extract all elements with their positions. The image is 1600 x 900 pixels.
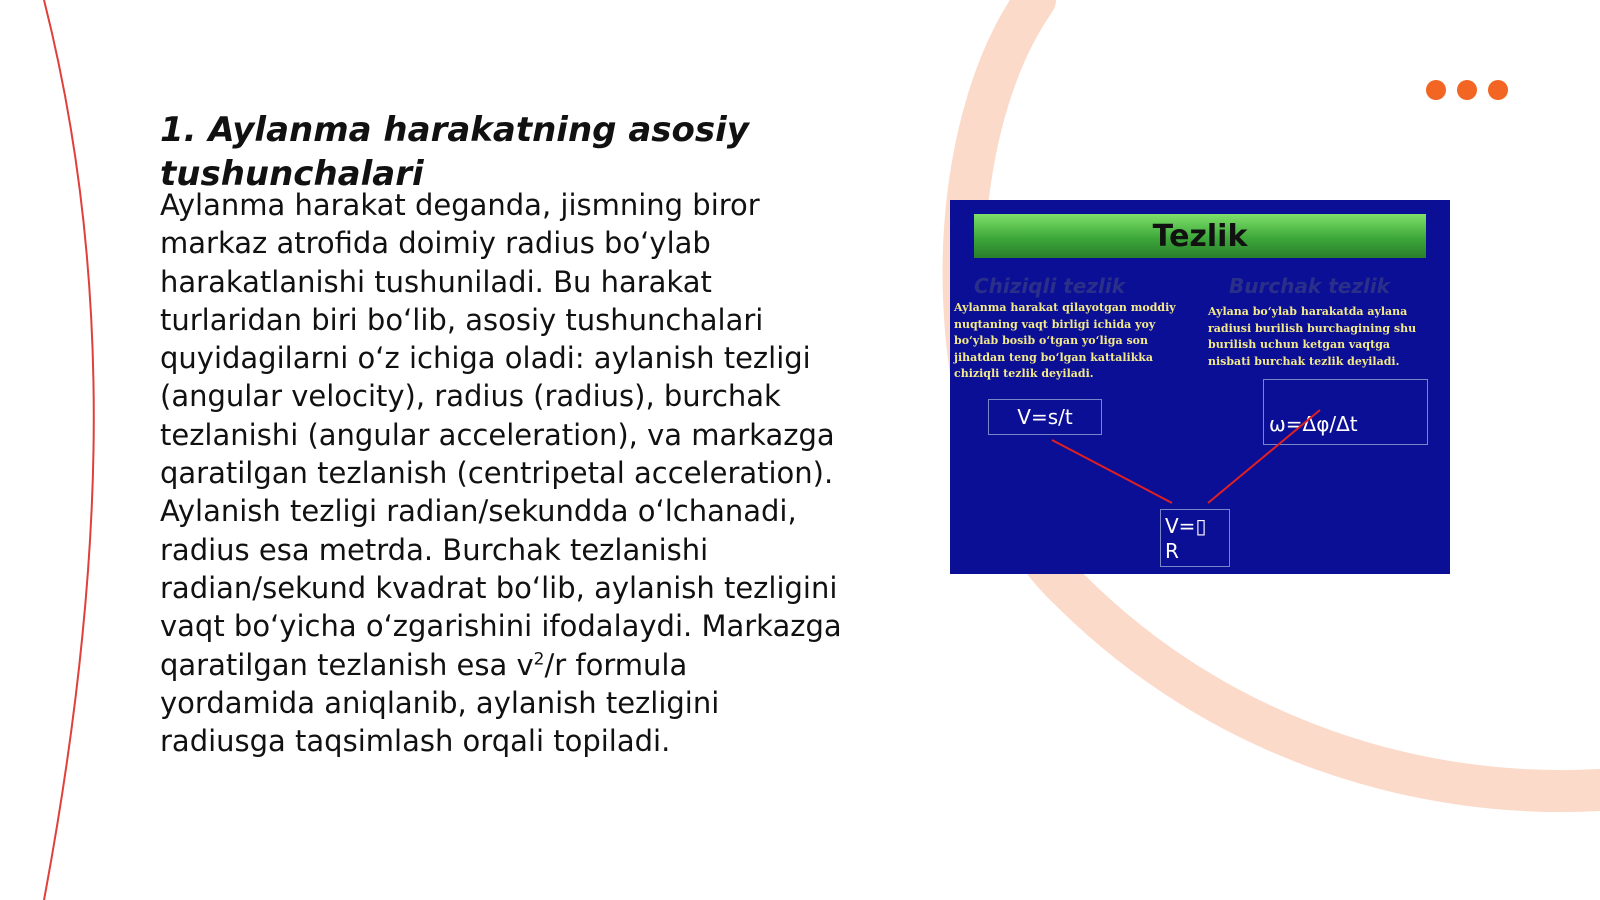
right-heading: Burchak tezlik	[1229, 274, 1390, 298]
slide-header: Tezlik	[974, 214, 1426, 258]
body-paragraph	[160, 186, 850, 760]
dot-1	[1426, 80, 1446, 100]
relation-formula-top: V=▯	[1165, 514, 1207, 538]
body-text-part-1: Aylanma harakat deganda, jismning biror markaz atrofida doimiy radius bo‘ylab harakatlanishi tushuniladi. Bu harakat turlaridan biri bo‘lib, asosiy tushunchalari quyidagilarni o‘z ichiga oladi: aylanish tezligi (angular velocity), radius (radius), burchak tezlanishi (angular acceleration), va markazga qaratilgan tezlanish (centripetal acceleration). Aylanish tezligi radian/sekundda o‘lchanadi, radius esa metrda. Burchak tezlanishi radian/sekund kvadrat bo‘lib, aylanish tezligini vaqt bo‘yicha o‘zgarishini ifodalaydi. Markazga qaratilgan tezlanish esa v	[160, 188, 842, 682]
left-definition: Aylanma harakat qilayotgan moddiy nuqtaning vaqt birligi ichida yoy bo‘ylab bosib o‘tgan yo‘liga son jihatdan teng bo‘lgan kattalikka chiziqli tezlik deyiladi.	[954, 301, 1176, 380]
arrow-right	[1208, 410, 1320, 503]
angular-velocity-formula: ω=Δφ/Δt	[1269, 412, 1358, 436]
arrow-left	[1052, 440, 1172, 503]
relation-formula-bottom: R	[1165, 539, 1179, 563]
linear-velocity-formula: V=s/t	[988, 399, 1102, 435]
slide-title: 1. Aylanma harakatning asosiy tushunchalari	[160, 110, 749, 194]
dot-2	[1457, 80, 1477, 100]
menu-dots	[1426, 80, 1508, 100]
superscript-2: 2	[533, 648, 545, 669]
left-curve-line	[44, 0, 94, 900]
right-definition: Aylana bo‘ylab harakatda aylana radiusi burilish burchagining shu burilish uchun ketgan vaqtga nisbati burchak tezlik deyiladi.	[1208, 305, 1417, 368]
left-heading: Chiziqli tezlik	[974, 274, 1126, 298]
embedded-slide-image	[950, 200, 1450, 574]
body-text-part-2: /r formula yordamida aniqlanib, aylanish tezligini radiusga taqsimlash orqali topiladi.	[160, 647, 720, 759]
formula-arrows	[950, 200, 1450, 574]
dot-3	[1488, 80, 1508, 100]
